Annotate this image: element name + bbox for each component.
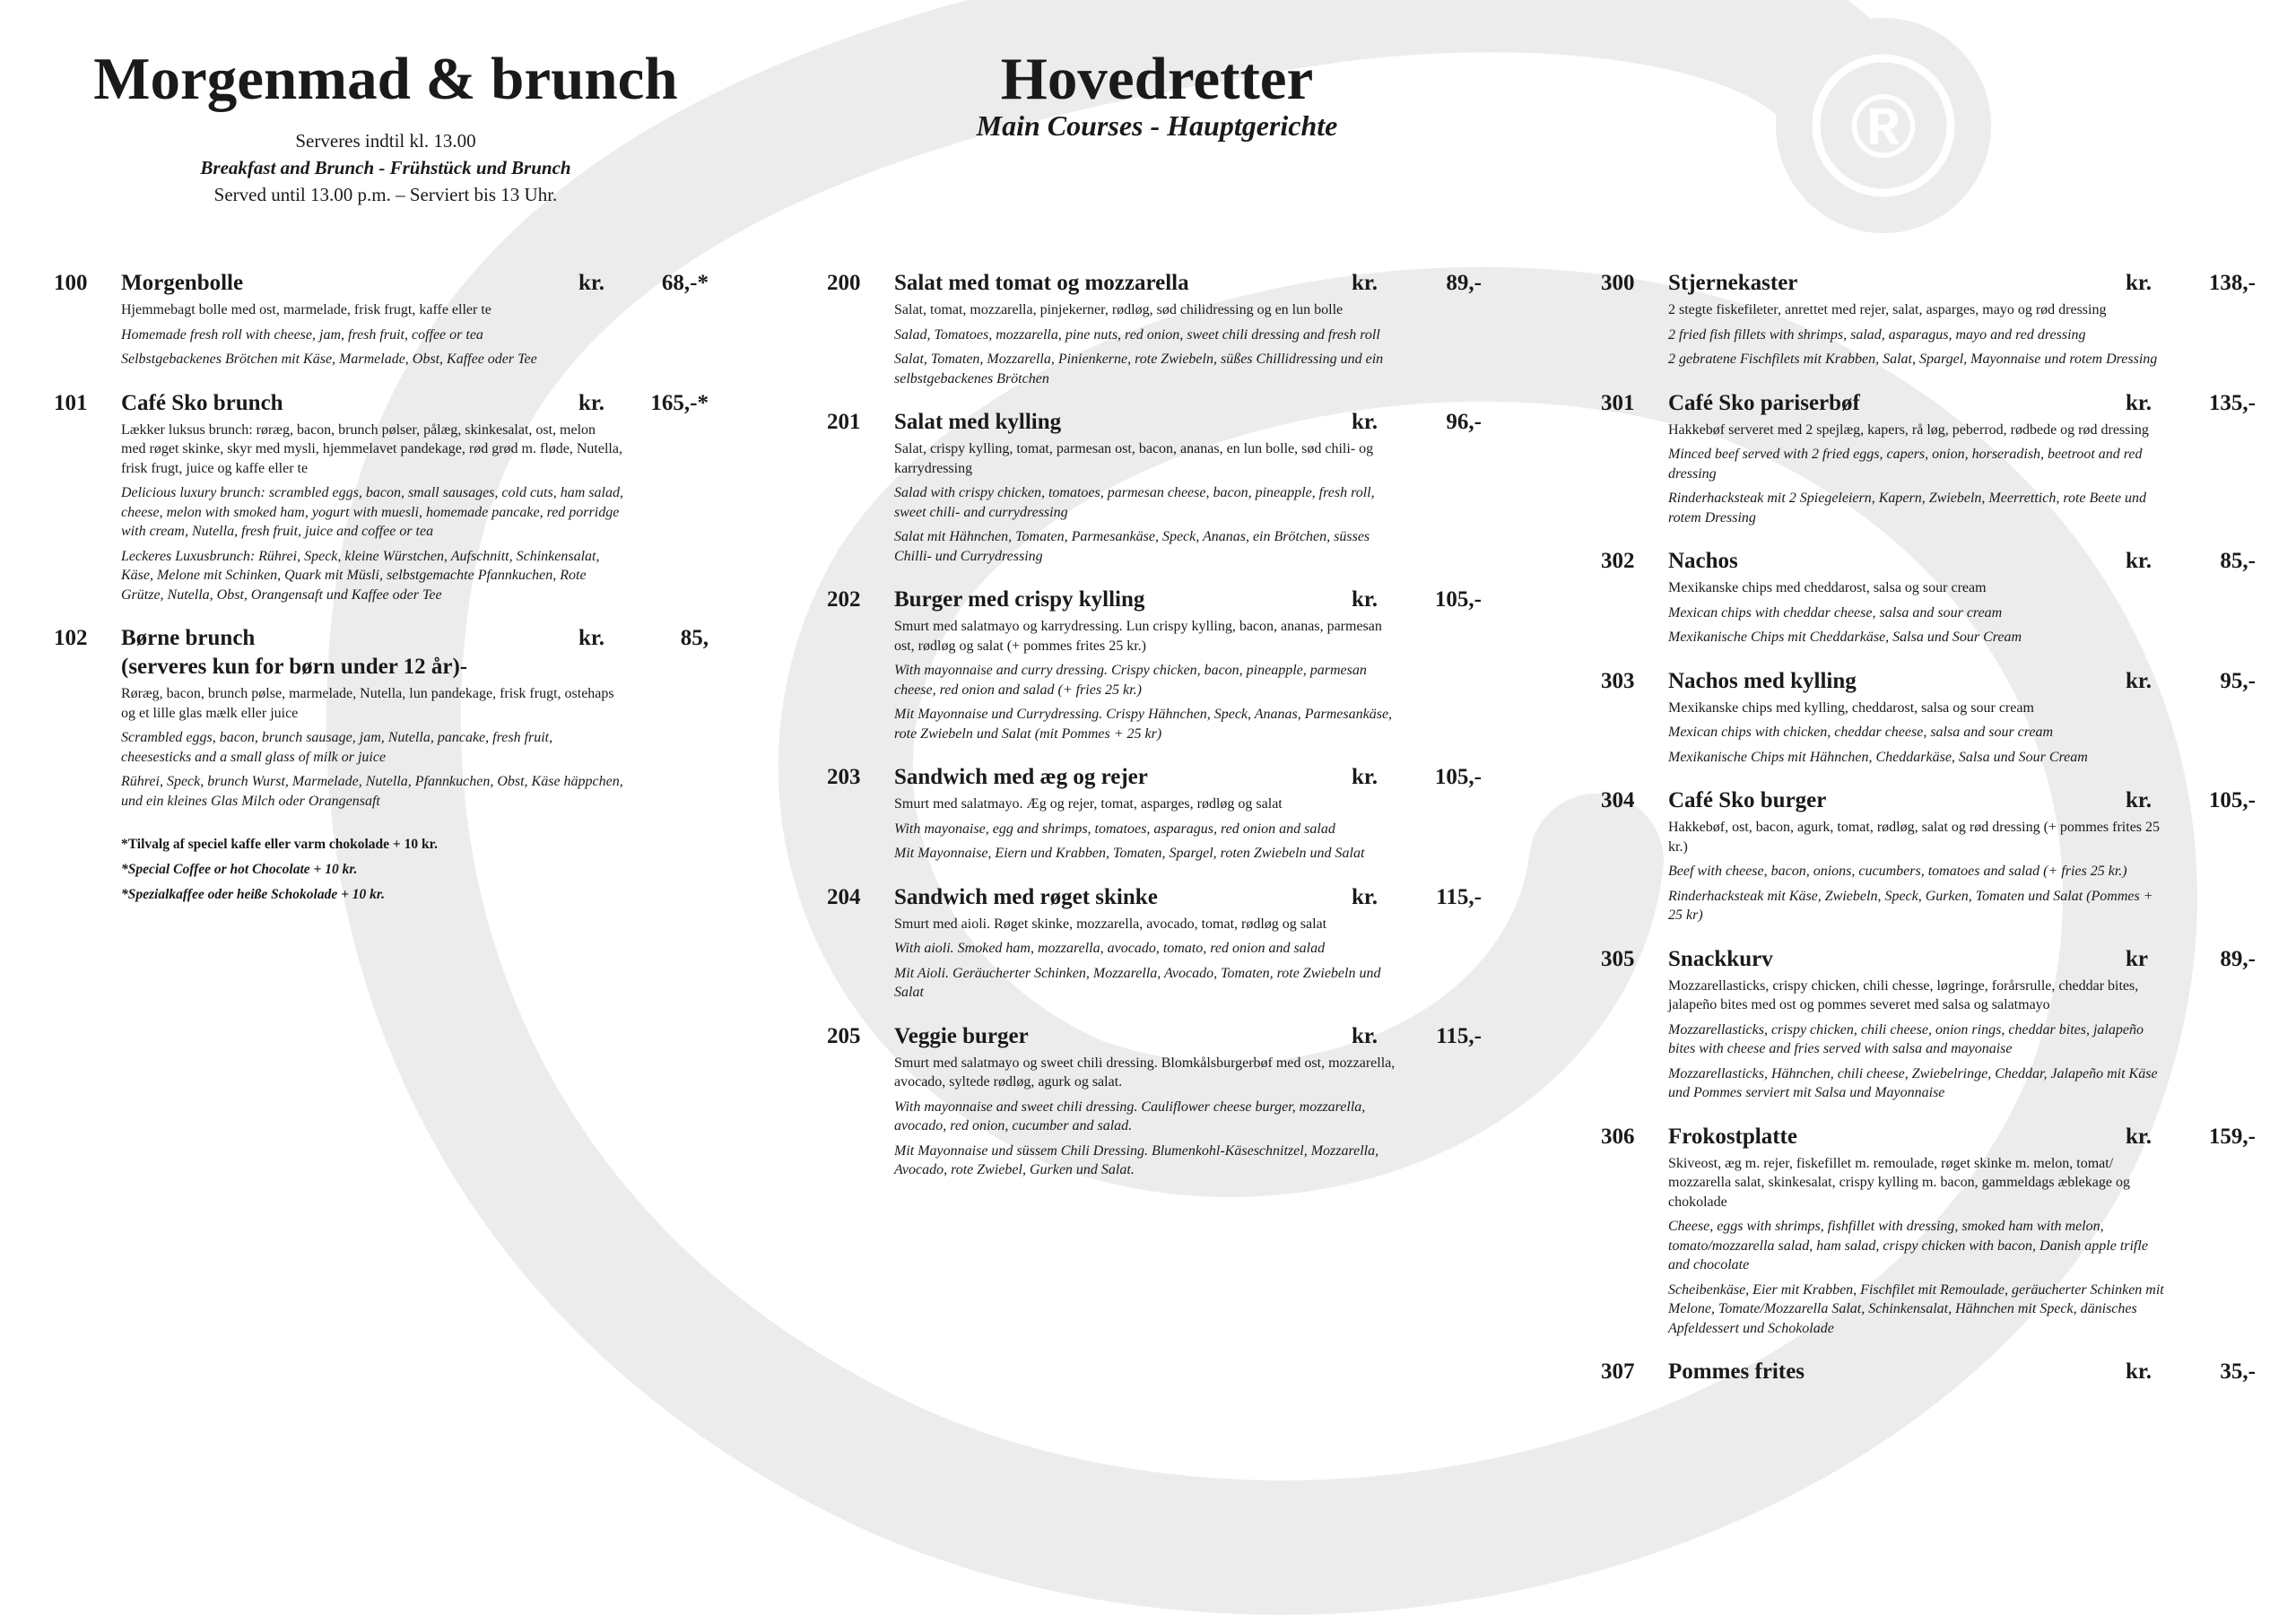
main-header bbox=[924, 43, 1390, 143]
item-number: 201 bbox=[827, 410, 861, 434]
menu-item bbox=[1601, 547, 2256, 647]
item-name: Sandwich med æg og rejer bbox=[894, 765, 1148, 789]
item-price: 135,- bbox=[2208, 390, 2256, 415]
desc-english: With mayonnaise and curry dressing. Crispy chicken, bacon, pineapple, parmesan cheese, red onion and salad (+ fries 25 kr.) bbox=[894, 663, 1367, 698]
desc-danish: Mexikanske chips med kylling, cheddarost, salsa og sour cream bbox=[1668, 699, 2034, 716]
desc-danish: Smurt med aioli. Røget skinke, mozzarella, avocado, tomat, rødløg og salat bbox=[894, 916, 1327, 932]
currency-label: kr. bbox=[2126, 1359, 2152, 1384]
desc-danish: Hakkebøf serveret med 2 spejlæg, kapers, rå løg, peberrod, rødbede og rød dressing bbox=[1668, 421, 2149, 438]
item-number: 302 bbox=[1601, 549, 1635, 573]
desc-danish: Mexikanske chips med cheddarost, salsa og sour cream bbox=[1668, 580, 1987, 595]
item-price: 96,- bbox=[1446, 410, 1482, 434]
brunch-notes bbox=[121, 832, 709, 908]
desc-english: Scrambled eggs, bacon, brunch sausage, jam, Nutella, pancake, fresh fruit, cheesesticks and a small glass of milk or juice bbox=[121, 730, 553, 765]
menu-item bbox=[827, 1022, 1482, 1180]
snacks-column bbox=[1601, 269, 2256, 1406]
brunch-served-en-de: Served until 13.00 p.m. – Serviert bis 13 Uhr. bbox=[213, 184, 558, 206]
desc-english: Salad, Tomatoes, mozzarella, pine nuts, red onion, sweet chili dressing and fresh roll bbox=[894, 326, 1380, 343]
item-price: 89,- bbox=[2220, 946, 2256, 971]
item-number: 303 bbox=[1601, 668, 1635, 693]
item-price: 105,- bbox=[1434, 587, 1482, 612]
item-name: Snackkurv bbox=[1668, 946, 1773, 971]
menu-item bbox=[827, 586, 1482, 743]
item-name: Pommes frites bbox=[1668, 1359, 1805, 1384]
item-name: Morgenbolle bbox=[121, 271, 244, 295]
item-number: 200 bbox=[827, 271, 861, 295]
menu-item bbox=[54, 389, 709, 605]
desc-german: Salat mit Hähnchen, Tomaten, Parmesankäse, Speck, Ananas, ein Brötchen, süsses Chilli- und Currydressing bbox=[894, 529, 1370, 564]
desc-danish: Hakkebøf, ost, bacon, agurk, tomat, rødløg, salat og rød dressing (+ pommes frites 25 kr.) bbox=[1668, 820, 2161, 855]
desc-english: Mexican chips with chicken, cheddar cheese, salsa and sour cream bbox=[1668, 725, 2054, 740]
desc-danish: Salat, tomat, mozzarella, pinjekerner, rødløg, sød chilidressing og en lun bolle bbox=[894, 302, 1344, 317]
desc-german: Mit Aioli. Geräucherter Schinken, Mozzarella, Avocado, Tomaten, rote Zwiebeln und Salat bbox=[894, 965, 1381, 1000]
item-price: 115,- bbox=[1436, 1023, 1482, 1048]
item-name: Salat med kylling bbox=[894, 410, 1062, 434]
desc-german: Mozzarellasticks, Hähnchen, chili cheese, Zwiebelringe, Cheddar, Jalapeño mit Käse und Pommes serviert mit Salsa und Mayonnaise bbox=[1668, 1065, 2158, 1100]
desc-danish: Hjemmebagt bolle med ost, marmelade, frisk frugt, kaffe eller te bbox=[121, 302, 491, 317]
menu-item bbox=[1601, 389, 2256, 528]
desc-german: Rinderhacksteak mit Käse, Zwiebeln, Speck, Gurken, Tomaten und Salat (Pommes + 25 kr) bbox=[1668, 888, 2153, 923]
item-number: 307 bbox=[1601, 1359, 1635, 1384]
item-price: 85,- bbox=[2220, 549, 2256, 573]
item-price: 138,- bbox=[2208, 271, 2256, 295]
note-english: *Special Coffee or hot Chocolate + 10 kr. bbox=[121, 862, 358, 877]
menu-item bbox=[54, 624, 709, 811]
item-price: 89,- bbox=[1446, 271, 1482, 295]
currency-label: kr. bbox=[1352, 410, 1378, 434]
note-danish: *Tilvalg af speciel kaffe eller varm chokolade + 10 kr. bbox=[121, 837, 438, 852]
desc-english: With aioli. Smoked ham, mozzarella, avocado, tomato, red onion and salad bbox=[894, 941, 1326, 956]
item-price: 165,-* bbox=[650, 390, 709, 415]
main-subtitle: Main Courses - Hauptgerichte bbox=[976, 109, 1338, 143]
item-price: 35,- bbox=[2220, 1359, 2256, 1384]
desc-german: Rührei, Speck, brunch Wurst, Marmelade, Nutella, Pfannkuchen, Obst, Käse häppchen, und ein kleines Glas Milch oder Orangensaft bbox=[121, 774, 623, 809]
desc-english: 2 fried fish fillets with shrimps, salad, asparagus, mayo and red dressing bbox=[1668, 326, 2086, 343]
menu-item bbox=[827, 269, 1482, 388]
menu-item bbox=[54, 269, 709, 369]
desc-english: With mayonaise, egg and shrimps, tomatoes, asparagus, red onion and salad bbox=[894, 821, 1335, 837]
item-name: Café Sko pariserbøf bbox=[1668, 390, 1860, 415]
item-name: Nachos med kylling bbox=[1668, 668, 1857, 693]
currency-label: kr. bbox=[578, 626, 604, 650]
item-name: Nachos bbox=[1668, 549, 1738, 573]
currency-label: kr. bbox=[2126, 1124, 2152, 1149]
desc-english: Minced beef served with 2 fried eggs, capers, onion, horseradish, beetroot and red dressing bbox=[1668, 447, 2143, 482]
item-number: 300 bbox=[1601, 271, 1635, 295]
desc-danish: Salat, crispy kylling, tomat, parmesan ost, bacon, ananas, en lun bolle, sød chili- og karrydressing bbox=[894, 441, 1374, 476]
menu-item bbox=[1601, 1358, 2256, 1386]
item-price: 105,- bbox=[1434, 765, 1482, 789]
currency-label: kr. bbox=[2126, 668, 2152, 693]
main-courses-column bbox=[827, 269, 1482, 1200]
desc-german: Leckeres Luxusbrunch: Rührei, Speck, kleine Würstchen, Aufschnitt, Schinkensalat, Käse, Melone mit Schinken, Quark mit Müsli, selbstgemachte Pfannkuchen, Rote Grütze, Nutella, Obst, Orangensaft und Kaffee oder Tee bbox=[121, 548, 600, 603]
desc-german: Mit Mayonnaise und süssem Chili Dressing. Blumenkohl-Käseschnitzel, Mozzarella, Avocado, rote Zwiebel, Gurken und Salat. bbox=[894, 1142, 1379, 1177]
desc-english: Mozzarellasticks, crispy chicken, chili cheese, onion rings, cheddar bites, jalapeño bites with cheese and fries served with salsa and mayonaise bbox=[1668, 1021, 2144, 1056]
item-number: 305 bbox=[1601, 946, 1635, 971]
item-number: 306 bbox=[1601, 1124, 1635, 1149]
item-subtitle: (serveres kun for børn under 12 år)- bbox=[121, 655, 468, 679]
registered-mark: ® bbox=[1850, 76, 1917, 177]
item-name: Frokostplatte bbox=[1668, 1124, 1797, 1149]
brunch-header bbox=[54, 43, 718, 208]
brunch-column bbox=[54, 269, 709, 908]
desc-danish: Smurt med salatmayo og sweet chili dressing. Blomkålsburgerbøf med ost, mozzarella, avocado, syltede rødløg, agurk og salat. bbox=[894, 1055, 1396, 1090]
currency-label: kr. bbox=[2126, 390, 2152, 415]
brunch-title: Morgenmad & brunch bbox=[93, 46, 678, 112]
item-price: 159,- bbox=[2208, 1124, 2256, 1149]
desc-danish: Mozzarellasticks, crispy chicken, chili chesse, løgringe, forårsrulle, cheddar bites, jalapeño bites med ost og pommes severet med salsa og salatmayo bbox=[1668, 977, 2139, 1012]
menu-item bbox=[827, 763, 1482, 864]
item-number: 304 bbox=[1601, 788, 1635, 812]
item-name: Børne brunch bbox=[121, 626, 256, 650]
desc-danish: Skiveost, æg m. rejer, fiskefillet m. remoulade, røget skinke m. melon, tomat/ mozzarella salat, skinkesalat, crispy kylling m. bacon, gammeldags æblekage og chokolade bbox=[1668, 1155, 2130, 1210]
desc-german: Mexikanische Chips mit Hähnchen, Cheddarkäse, Salsa und Sour Cream bbox=[1668, 749, 2088, 765]
desc-german: Rinderhacksteak mit 2 Spiegeleiern, Kapern, Zwiebeln, Meerrettich, rote Beete und rotem Dressing bbox=[1668, 491, 2147, 525]
item-price: 95,- bbox=[2220, 668, 2256, 693]
currency-label: kr bbox=[2126, 946, 2148, 971]
item-number: 102 bbox=[54, 626, 88, 650]
currency-label: kr. bbox=[1352, 271, 1378, 295]
item-number: 204 bbox=[827, 884, 861, 909]
currency-label: kr. bbox=[1352, 884, 1378, 909]
menu-item bbox=[1601, 1123, 2256, 1339]
item-name: Stjernekaster bbox=[1668, 271, 1798, 295]
desc-danish: Lækker luksus brunch: røræg, bacon, brunch pølser, pålæg, skinkesalat, ost, melon med røget skinke, skyr med mysli, hjemmelavet pandekage, rød grød m. fløde, Nutella, frisk frugt, juice og kaffe eller te bbox=[121, 421, 622, 476]
desc-german: Salat, Tomaten, Mozzarella, Pinienkerne, rote Zwiebeln, süßes Chillidressing und ein selbstgebackenes Brötchen bbox=[894, 352, 1384, 386]
currency-label: kr. bbox=[1352, 765, 1378, 789]
menu-item bbox=[1601, 269, 2256, 369]
item-name: Sandwich med røget skinke bbox=[894, 884, 1158, 909]
currency-label: kr. bbox=[2126, 271, 2152, 295]
item-number: 205 bbox=[827, 1023, 861, 1048]
desc-german: Scheibenkäse, Eier mit Krabben, Fischfilet mit Remoulade, geräucherter Schinken mit Melone, Tomate/Mozzarella Salat, Schinkensalat, Hähnchen mit Speck, dänisches Apfeldessert und Schokolade bbox=[1668, 1281, 2164, 1336]
item-price: 115,- bbox=[1436, 884, 1482, 909]
currency-label: kr. bbox=[578, 271, 604, 295]
item-name: Café Sko brunch bbox=[121, 390, 283, 415]
desc-german: Selbstgebackenes Brötchen mit Käse, Marmelade, Obst, Kaffee oder Tee bbox=[121, 352, 537, 367]
desc-english: With mayonnaise and sweet chili dressing. Cauliflower cheese burger, mozzarella, avocado, red onion, cucumber and salad. bbox=[894, 1099, 1366, 1133]
desc-german: Mit Mayonnaise und Currydressing. Crispy Hähnchen, Speck, Ananas, Parmesankäse, rote Zwiebeln und Salat (mit Pommes + 25 kr) bbox=[894, 707, 1393, 742]
desc-english: Beef with cheese, bacon, onions, cucumbers, tomatoes and salad (+ fries 25 kr.) bbox=[1668, 864, 2127, 879]
desc-english: Cheese, eggs with shrimps, fishfillet with dressing, smoked ham with melon, tomato/mozzarella salad, ham salad, crispy chicken with bacon, Danish apple trifle and chocolate bbox=[1668, 1219, 2148, 1272]
brunch-served: Serveres indtil kl. 13.00 bbox=[295, 130, 476, 152]
currency-label: kr. bbox=[1352, 1023, 1378, 1048]
item-number: 100 bbox=[54, 271, 88, 295]
main-title: Hovedretter bbox=[1000, 46, 1314, 112]
currency-label: kr. bbox=[578, 390, 604, 415]
currency-label: kr. bbox=[1352, 587, 1378, 612]
desc-german: 2 gebratene Fischfilets mit Krabben, Salat, Spargel, Mayonnaise und rotem Dressing bbox=[1668, 352, 2158, 367]
menu-item bbox=[827, 883, 1482, 1003]
desc-german: Mexikanische Chips mit Cheddarkäse, Salsa und Sour Cream bbox=[1668, 630, 2022, 645]
item-price: 85, bbox=[680, 626, 709, 650]
menu-item bbox=[1601, 786, 2256, 925]
note-german: *Spezialkaffee oder heiße Schokolade + 10 kr. bbox=[121, 887, 385, 902]
item-number: 202 bbox=[827, 587, 861, 612]
desc-german: Mit Mayonnaise, Eiern und Krabben, Tomaten, Spargel, roten Zwiebeln und Salat bbox=[894, 846, 1365, 861]
desc-english: Salad with crispy chicken, tomatoes, parmesan cheese, bacon, pineapple, fresh roll, sweet chili- and currydressing bbox=[894, 485, 1375, 520]
item-name: Burger med crispy kylling bbox=[894, 587, 1145, 612]
currency-label: kr. bbox=[2126, 549, 2152, 573]
item-price: 68,-* bbox=[661, 271, 709, 295]
desc-english: Delicious luxury brunch: scrambled eggs, bacon, small sausages, cold cuts, ham salad, cheese, melon with smoked ham, yogurt with muesli, homemade pancake, red porridge with cream, Nutella, fresh fruit, juice and coffee or tea bbox=[121, 485, 623, 539]
desc-danish: 2 stegte fiskefileter, anrettet med rejer, salat, asparges, mayo og rød dressing bbox=[1668, 302, 2107, 317]
desc-english: Homemade fresh roll with cheese, jam, fresh fruit, coffee or tea bbox=[121, 326, 483, 343]
menu-item bbox=[1601, 667, 2256, 768]
brunch-subtitle: Breakfast and Brunch - Frühstück und Brunch bbox=[200, 157, 571, 179]
item-number: 301 bbox=[1601, 390, 1635, 415]
item-name: Veggie burger bbox=[894, 1023, 1029, 1048]
desc-danish: Smurt med salatmayo og karrydressing. Lun crispy kylling, bacon, ananas, parmesan ost, rødløg og salat (+ pommes frites 25 kr.) bbox=[894, 619, 1382, 654]
item-name: Café Sko burger bbox=[1668, 788, 1827, 812]
desc-danish: Smurt med salatmayo. Æg og rejer, tomat, asparges, rødløg og salat bbox=[894, 796, 1283, 812]
item-number: 101 bbox=[54, 390, 88, 415]
item-name: Salat med tomat og mozzarella bbox=[894, 271, 1189, 295]
currency-label: kr. bbox=[2126, 788, 2152, 812]
desc-english: Mexican chips with cheddar cheese, salsa and sour cream bbox=[1668, 604, 2003, 621]
menu-item bbox=[827, 408, 1482, 566]
item-number: 203 bbox=[827, 765, 861, 789]
item-price: 105,- bbox=[2208, 788, 2256, 812]
menu-item bbox=[1601, 945, 2256, 1103]
desc-danish: Røræg, bacon, brunch pølse, marmelade, Nutella, lun pandekage, frisk frugt, ostehaps og et lille glas mælk eller juice bbox=[121, 686, 614, 721]
